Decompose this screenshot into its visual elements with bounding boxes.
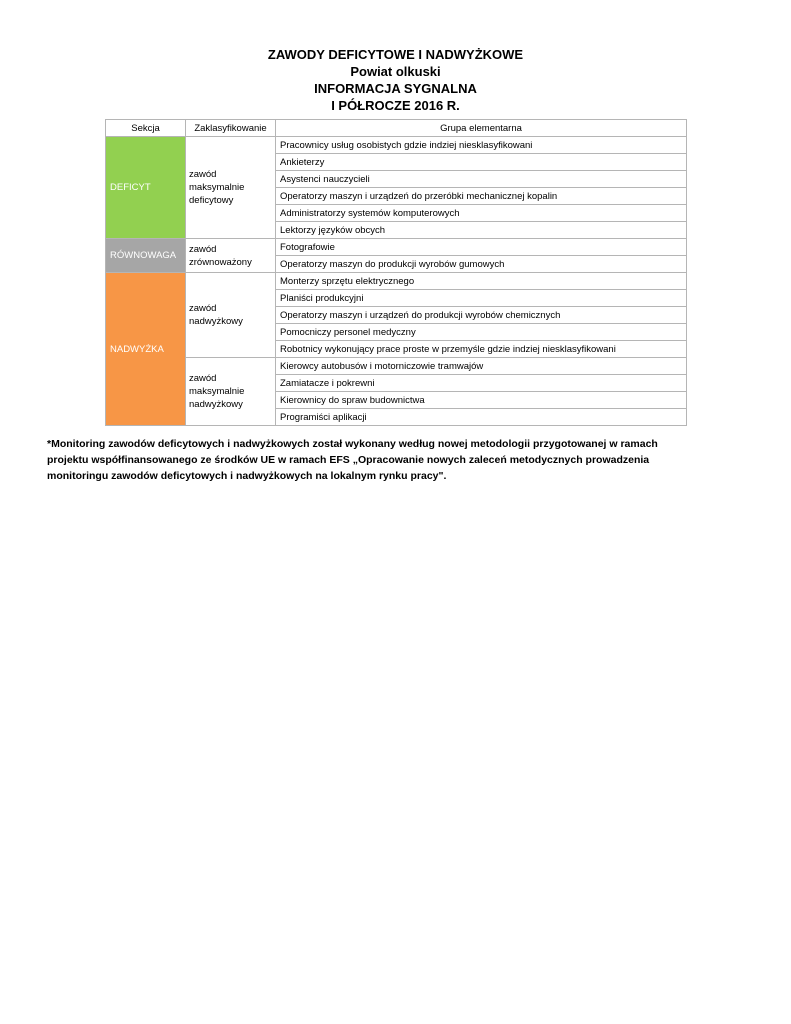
section-rownowaga: RÓWNOWAGA bbox=[106, 239, 186, 273]
section-deficyt: DEFICYT bbox=[106, 137, 186, 239]
group-cell: Planiści produkcyjni bbox=[276, 290, 687, 307]
group-cell: Lektorzy języków obcych bbox=[276, 222, 687, 239]
group-cell: Programiści aplikacji bbox=[276, 409, 687, 426]
header-zaklasyfikowanie: Zaklasyfikowanie bbox=[186, 120, 276, 137]
group-cell: Monterzy sprzętu elektrycznego bbox=[276, 273, 687, 290]
group-cell: Operatorzy maszyn i urządzeń do produkcji wyrobów chemicznych bbox=[276, 307, 687, 324]
title-line-3: INFORMACJA SYGNALNA bbox=[314, 81, 477, 96]
header-grupa: Grupa elementarna bbox=[276, 120, 687, 137]
group-cell: Fotografowie bbox=[276, 239, 687, 256]
group-cell: Operatorzy maszyn do produkcji wyrobów gumowych bbox=[276, 256, 687, 273]
table-row bbox=[106, 137, 687, 154]
class-max-nadwyzkowy: zawód maksymalnie nadwyżkowy bbox=[186, 358, 276, 426]
footnote: *Monitoring zawodów deficytowych i nadwyżkowych został wykonany według nowej metodologii przygotowanej w ramach projektu współfinansowanego ze środków UE w ramach EFS „Opracowanie nowych zaleceń metodycznych prowadzenia monitoringu zawodów deficytowych i nadwyżkowych na lokalnym rynku pracy". bbox=[47, 438, 658, 482]
group-cell: Kierownicy do spraw budownictwa bbox=[276, 392, 687, 409]
group-cell: Pracownicy usług osobistych gdzie indziej niesklasyfikowani bbox=[276, 137, 687, 154]
table-row bbox=[106, 358, 687, 375]
class-max-deficytowy: zawód maksymalnie deficytowy bbox=[186, 137, 276, 239]
title-line-2: Powiat olkuski bbox=[350, 64, 441, 79]
table-row bbox=[106, 273, 687, 290]
group-cell: Administratorzy systemów komputerowych bbox=[276, 205, 687, 222]
class-zrownowazony: zawód zrównoważony bbox=[186, 239, 276, 273]
group-cell: Pomocniczy personel medyczny bbox=[276, 324, 687, 341]
title-line-1: ZAWODY DEFICYTOWE I NADWYŻKOWE bbox=[267, 47, 524, 62]
table-header-row bbox=[106, 120, 687, 137]
group-cell: Kierowcy autobusów i motorniczowie tramwajów bbox=[276, 358, 687, 375]
class-nadwyzkowy: zawód nadwyżkowy bbox=[186, 273, 276, 358]
group-cell: Ankieterzy bbox=[276, 154, 687, 171]
group-cell: Asystenci nauczycieli bbox=[276, 171, 687, 188]
group-cell: Operatorzy maszyn i urządzeń do przeróbki mechanicznej kopalin bbox=[276, 188, 687, 205]
header-sekcja: Sekcja bbox=[106, 120, 186, 137]
document-header bbox=[0, 46, 791, 114]
group-cell: Robotnicy wykonujący prace proste w przemyśle gdzie indziej niesklasyfikowani bbox=[276, 341, 687, 358]
title-line-4: I PÓŁROCZE 2016 R. bbox=[331, 98, 460, 113]
group-cell: Zamiatacze i pokrewni bbox=[276, 375, 687, 392]
section-nadwyzka: NADWYŻKA bbox=[106, 273, 186, 426]
occupations-table bbox=[105, 119, 687, 426]
table-row bbox=[106, 239, 687, 256]
